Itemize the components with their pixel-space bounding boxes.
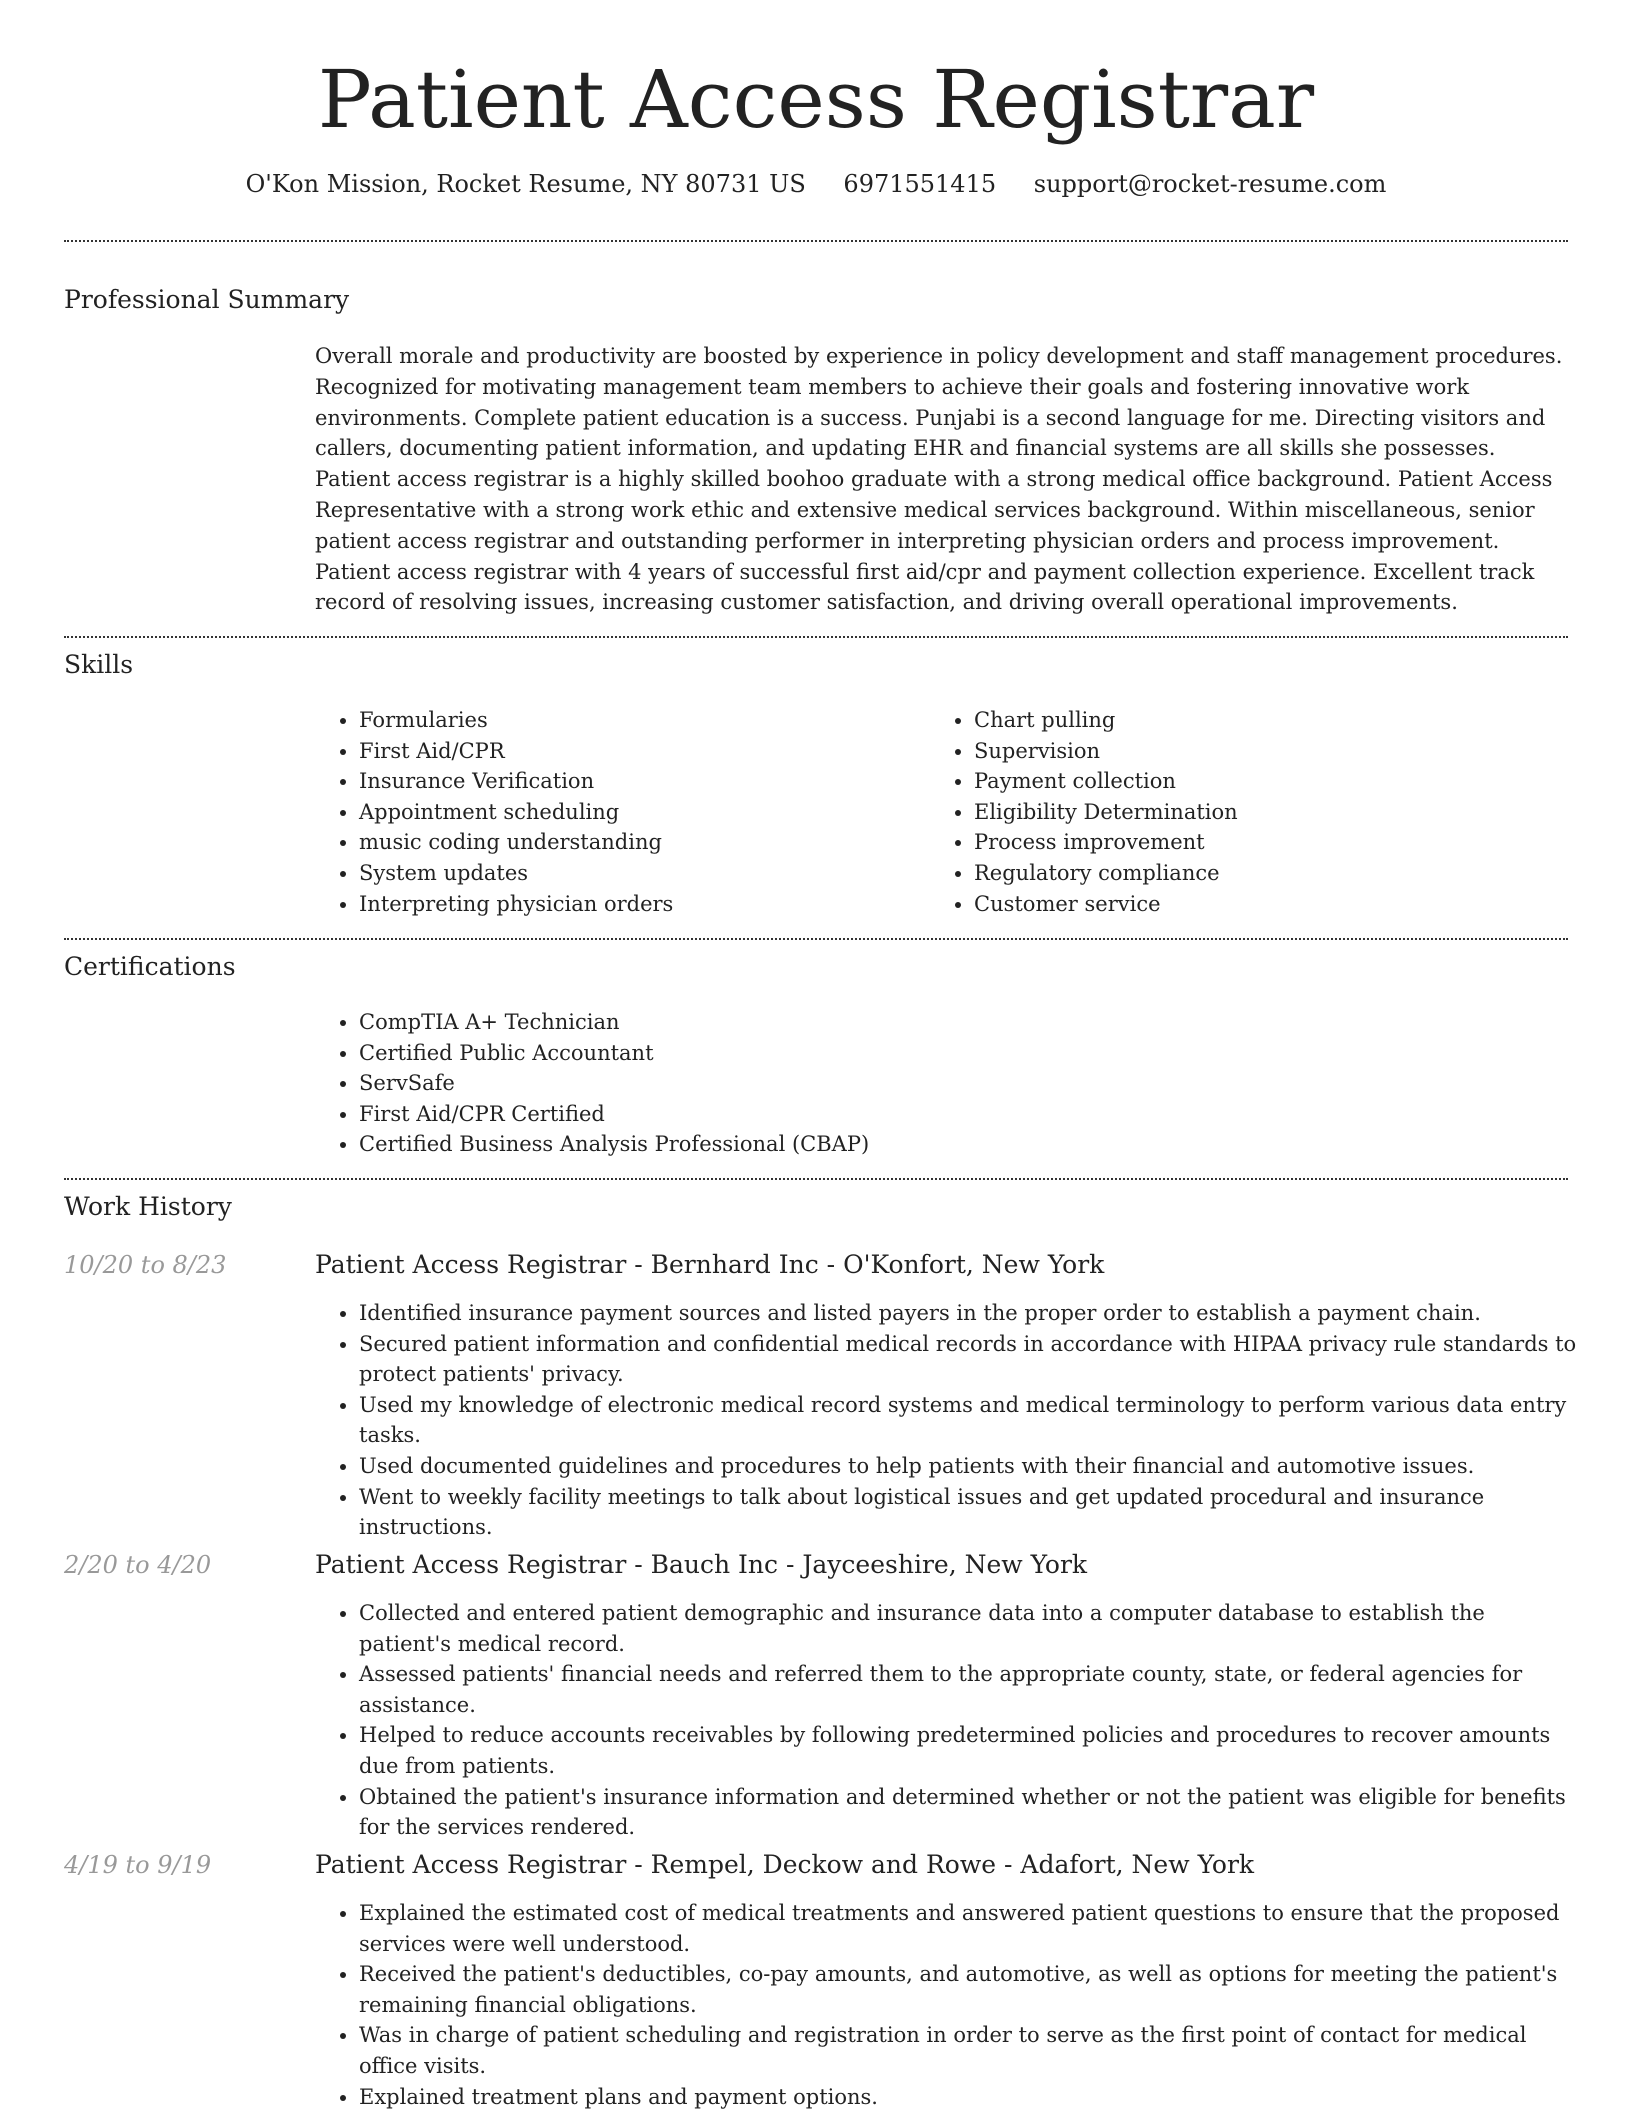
skill-item: • Regulatory compliance — [974, 858, 1530, 889]
certifications-section-title: Certifications — [64, 952, 236, 981]
divider — [64, 636, 1568, 638]
skills-list-left — [315, 705, 915, 919]
skill-item: • Eligibility Determination — [974, 797, 1530, 828]
work-section-title: Work History — [64, 1192, 232, 1221]
skill-item: • Chart pulling — [974, 705, 1530, 736]
skill-item: • Insurance Verification — [359, 766, 915, 797]
job-bullet: • Obtained the patient's insurance information and determined whether or not the patient was eligible for benefits for the services rendered. — [359, 1782, 1577, 1843]
skill-item: • System updates — [359, 858, 915, 889]
job-bullet: • Assessed patients' financial needs and referred them to the appropriate county, state, or federal agencies for assistance. — [359, 1659, 1577, 1720]
skill-item: • Supervision — [974, 736, 1530, 767]
job-bullet: • Helped to reduce accounts receivables by following predetermined policies and procedures to recover amounts due from patients. — [359, 1720, 1577, 1781]
skill-item: • Customer service — [974, 889, 1530, 920]
job-title: Patient Access Registrar - Rempel, Deckow and Rowe - Adafort, New York — [315, 1850, 1255, 1879]
summary-text: Overall morale and productivity are boosted by experience in policy development and staff management procedures. Recognized for motivating management team members to achieve their goals and fostering innovative work environments. Complete patient education is a success. Punjabi is a second language for me. Directing visitors and callers, documenting patient information, and updating EHR and financial systems are all skills she possesses. Patient access registrar is a highly skilled boohoo graduate with a strong medical office background. Patient Access Representative with a strong work ethic and extensive medical services background. Within miscellaneous, senior patient access registrar and outstanding performer in interpreting physician orders and process improvement. Patient access registrar with 4 years of successful first aid/cpr and payment collection experience. Excellent track record of resolving issues, increasing customer satisfaction, and driving overall operational improvements. — [315, 344, 1563, 615]
divider — [64, 1178, 1568, 1180]
skill-item: • Process improvement — [974, 827, 1530, 858]
skill-item: • Interpreting physician orders — [359, 889, 915, 920]
divider — [64, 938, 1568, 940]
job-bullet: • Used documented guidelines and procedures to help patients with their financial and automotive issues. — [359, 1451, 1577, 1482]
job-dates: 10/20 to 8/23 — [64, 1251, 227, 1279]
skills-list-right — [930, 705, 1530, 919]
job-bullet: • Was in charge of patient scheduling and registration in order to serve as the first point of contact for medical office visits. — [359, 2020, 1577, 2081]
summary-section-title: Professional Summary — [64, 285, 350, 314]
contact-line — [0, 168, 1632, 200]
contact-email: support@rocket-resume.com — [1033, 170, 1387, 198]
skill-item: • First Aid/CPR — [359, 736, 915, 767]
certification-item: • First Aid/CPR Certified — [359, 1099, 1315, 1130]
contact-phone: 6971551415 — [843, 170, 997, 198]
job-bullets — [315, 1598, 1577, 1843]
job-bullet: • Collected and entered patient demographic and insurance data into a computer database to establish the patient's medical record. — [359, 1598, 1577, 1659]
skill-item: • Formularies — [359, 705, 915, 736]
skill-item: • Appointment scheduling — [359, 797, 915, 828]
skill-item: • Payment collection — [974, 766, 1530, 797]
job-title: Patient Access Registrar - Bernhard Inc - O'Konfort, New York — [315, 1250, 1105, 1279]
job-bullet: • Received the patient's deductibles, co-pay amounts, and automotive, as well as options for meeting the patient's remaining financial obligations. — [359, 1959, 1577, 2020]
divider — [64, 240, 1568, 242]
certification-item: • Certified Business Analysis Professional (CBAP) — [359, 1129, 1315, 1160]
job-bullets — [315, 1298, 1577, 1543]
skill-item: • music coding understanding — [359, 827, 915, 858]
certifications-list — [315, 1007, 1315, 1160]
skills-section-title: Skills — [64, 650, 134, 679]
certification-item: • CompTIA A+ Technician — [359, 1007, 1315, 1038]
job-dates: 2/20 to 4/20 — [64, 1551, 212, 1579]
certification-item: • Certified Public Accountant — [359, 1038, 1315, 1069]
job-dates: 4/19 to 9/19 — [64, 1851, 212, 1879]
job-title: Patient Access Registrar - Bauch Inc - Jayceeshire, New York — [315, 1550, 1088, 1579]
job-bullets — [315, 1898, 1577, 2112]
job-bullet: • Explained treatment plans and payment options. — [359, 2082, 1577, 2112]
resume-name: Patient Access Registrar — [317, 53, 1315, 146]
job-bullet: • Went to weekly facility meetings to talk about logistical issues and get updated procedural and insurance instructions. — [359, 1482, 1577, 1543]
job-bullet: • Used my knowledge of electronic medical record systems and medical terminology to perform various data entry tasks. — [359, 1390, 1577, 1451]
job-bullet: • Identified insurance payment sources and listed payers in the proper order to establish a payment chain. — [359, 1298, 1577, 1329]
job-bullet: • Secured patient information and confidential medical records in accordance with HIPAA privacy rule standards to protect patients' privacy. — [359, 1329, 1577, 1390]
certification-item: • ServSafe — [359, 1068, 1315, 1099]
job-bullet: • Explained the estimated cost of medical treatments and answered patient questions to ensure that the proposed services were well understood. — [359, 1898, 1577, 1959]
contact-address: O'Kon Mission, Rocket Resume, NY 80731 US — [245, 170, 806, 198]
